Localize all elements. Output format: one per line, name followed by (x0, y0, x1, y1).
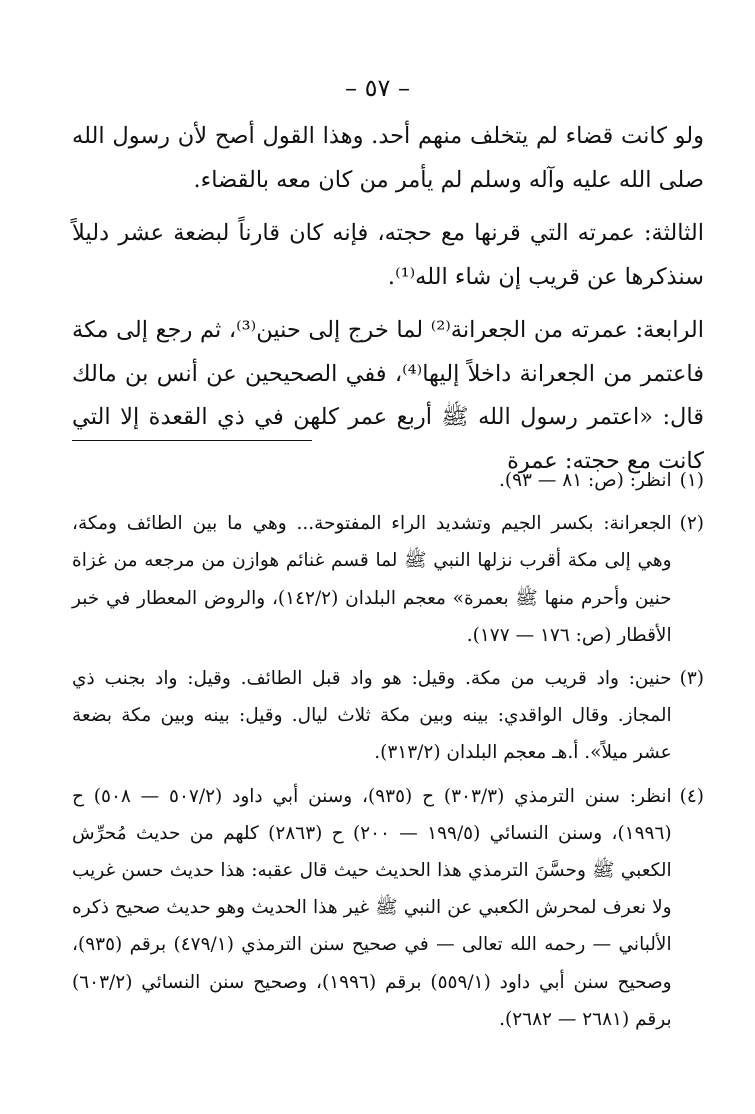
body-paragraph: ولو كانت قضاء لم يتخلف منهم أحد. وهذا القول أصح لأن رسول الله صلى الله عليه وآله وسلم لم يأمر من كان معه بالقضاء. (72, 123, 704, 193)
main-text (72, 115, 704, 483)
body-paragraph: الثالثة: عمرته التي قرنها مع حجته، فإنه كان قارناً لبضعة عشر دليلاً سنذكرها عن قريب إن شاء الله⁽¹⁾. (72, 220, 704, 290)
footnote-text: حنين: واد قريب من مكة. وقيل: هو واد قبل الطائف. وقيل: واد بجنب ذي المجاز. وقال الواقدي: بينه وبين مكة ثلاث ليال. وقيل: بينه وبين مكة بضعة عشر ميلاً». أ.هـ معجم البلدان (٣١٣/٢). (72, 668, 672, 764)
footnote (72, 778, 704, 1038)
footnote-number: (٤) (679, 785, 704, 807)
footnotes (72, 462, 704, 1044)
footnote-text: الجعرانة: بكسر الجيم وتشديد الراء المفتوحة... وهي ما بين الطائف ومكة، وهي إلى مكة أقرب نزلها النبي ﷺ لما قسم غنائم هوازن من مرجعه من غزاة حنين وأحرم منها ﷺ بعمرة» معجم البلدان (١٤٢/٢)، والروض المعطار في خبر الأقطار (ص: ١٧٦ — ١٧٧). (72, 513, 672, 646)
footnote-divider (72, 440, 312, 441)
footnote-text: انظر: سنن الترمذي (٣٠٣/٣) ح (٩٣٥)، وسنن أبي داود (٥٠٧/٢ — ٥٠٨) ح (١٩٩٦)، وسنن النسائي (١٩٩/٥ — ٢٠٠) ح (٢٨٦٣) كلهم من حديث مُحرِّش الكعبي ﷺ وحسَّنَ الترمذي هذا الحديث حيث قال عقبه: هذا حديث حسن غريب ولا نعرف لمحرش الكعبي عن النبي ﷺ غير هذا الحديث وهو حديث صحيح ذكره الألباني — رحمه الله تعالى — في صحيح سنن الترمذي (٤٧٩/١) برقم (٩٣٥)، وصحيح سنن أبي داود (٥٥٩/١) برقم (١٩٩٦)، وصحيح سنن النسائي (٦٠٣/٢) برقم (٢٦٨١ — ٢٦٨٢). (72, 785, 672, 1030)
footnote (72, 660, 704, 772)
footnote (72, 462, 704, 499)
page-number: – ٥٧ – (344, 74, 411, 102)
footnote-text: انظر: (ص: ٨١ — ٩٣). (499, 470, 672, 491)
footnote-number: (٢) (679, 513, 704, 535)
body-paragraph: الرابعة: عمرته من الجعرانة⁽²⁾ لما خرج إلى حنين⁽³⁾، ثم رجع إلى مكة فاعتمر من الجعرانة داخلاً إليها⁽⁴⁾، ففي الصحيحين عن أنس بن مالك قال: «اعتمر رسول الله ﷺ أربع عمر كلهن في ذي القعدة إلا التي كانت مع حجته: عمرة (72, 317, 704, 474)
footnote (72, 505, 704, 654)
footnote-number: (٣) (679, 668, 704, 690)
footnote-number: (١) (679, 470, 704, 491)
